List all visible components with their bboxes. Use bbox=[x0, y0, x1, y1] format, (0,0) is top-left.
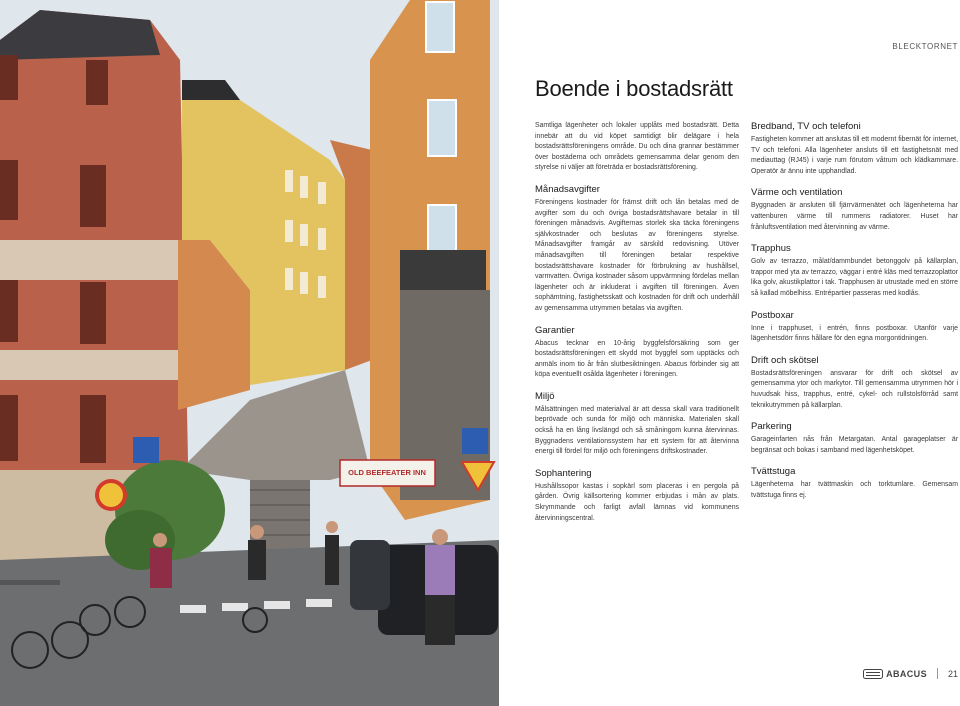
section-heading: Miljö bbox=[535, 390, 555, 402]
section-text: Byggnaden är ansluten till fjärrvärmenätet och lägenheterna har vattenburen värme till rummens radiatorer. Huset har frånluftsventilation med återvinning av värme. bbox=[751, 202, 958, 231]
section-text: Garageinfarten nås från Metargatan. Antal garageplatser är begränsat och bokas i samband med lägenhetsköpet. bbox=[751, 436, 958, 454]
section-garantier bbox=[535, 325, 739, 381]
section-label: BLECKTORNET bbox=[892, 42, 958, 51]
section-heading: Tvättstuga bbox=[751, 466, 796, 478]
section-trapphus bbox=[751, 243, 958, 299]
section-heading: Bredband, TV och telefoni bbox=[751, 121, 861, 132]
section-heading: Garantier bbox=[535, 324, 575, 336]
section-text: Föreningens kostnader för främst drift och lån betalas med de avgifter som du och övriga bostadsrättshavare betalar in till föreningen månadsvis. Avgifternas storlek ska täcka föreningens självkostnader och beslutas av föreningens styrelse. Månadsavgifter framgår av särskild redovisning. Utöver månadsavgiften till föreningen betalar respektive bostadsrättshavare kostnader för förbrukning av hushållsel, varmvatten. Övriga kostnader såsom uppvärmning fördelas mellan lägenheter och är inkluderat i avgiften till föreningen. Även sophämtning, fastighetsskatt och kostnaden för drift och underhåll av gemensamma utrymmen betalas via avgiften. bbox=[535, 198, 739, 312]
pub-sign-text: OLD BEEFEATER INN bbox=[348, 468, 426, 477]
section-text: Golv av terrazzo, målat/dammbundet betonggolv på källarplan, trappor med yta av terrazzo, väggar i entré kläs med terrazzoplattor lika golv, akustikplattor i tak. Trapphusen är utrustade med en större så kallad möbelhiss. Entrépartier passeras med kodlås. bbox=[751, 258, 958, 297]
section-miljo bbox=[535, 391, 739, 458]
section-drift bbox=[751, 355, 958, 411]
section-text: Fastigheten kommer att anslutas till ett modernt fibernät för internet, TV och telefoni. Alla lägenheter ansluts till ett fastighetsnät med mediauttag (RJ45) i varje rum förutom våtrum och klädkammare. Operatör är ännu inte upphandlad. bbox=[751, 136, 958, 175]
section-parkering bbox=[751, 421, 958, 456]
section-heading: Sophantering bbox=[535, 467, 592, 479]
abacus-logo bbox=[863, 669, 927, 679]
footer bbox=[863, 668, 958, 679]
section-text: Inne i trapphuset, i entrén, finns postboxar. Utanför varje lägenhetsdörr finns hållare för den egna morgontidningen. bbox=[751, 324, 958, 343]
section-bredband bbox=[751, 121, 958, 177]
section-heading: Drift och skötsel bbox=[751, 354, 819, 366]
section-varme bbox=[751, 187, 958, 233]
page-title: Boende i bostadsrätt bbox=[535, 76, 733, 101]
section-text: Lägenheterna har tvättmaskin och torktumlare. Gemensam tvättstuga finns ej. bbox=[751, 481, 958, 499]
right-column bbox=[751, 121, 958, 511]
section-postboxar bbox=[751, 310, 958, 345]
section-text: Hushållssopor kastas i sopkärl som placeras i en pergola på gården. Övrig källsortering kommer erbjudas i mån av plats. Skrymmande och farligt avfall lämnas vid kommunens återvinningscentral. bbox=[535, 482, 739, 522]
logo-text: ABACUS bbox=[886, 668, 927, 679]
section-text: Abacus tecknar en 10-årig byggfelsförsäkring som ger bostadsrättsföreningen ett skydd mot byggfel som upptäcks och anmäls inom tio år från slutbesiktningen. Abacus förbinder sig att köpa eventuellt osålda lägenheter i föreningen. bbox=[535, 339, 739, 379]
page-number: 21 bbox=[947, 668, 958, 679]
left-column bbox=[535, 121, 739, 534]
section-heading: Värme och ventilation bbox=[751, 187, 843, 199]
section-heading: Parkering bbox=[751, 421, 792, 433]
section-heading: Månadsavgifter bbox=[535, 183, 600, 195]
abacus-logo-icon bbox=[863, 669, 883, 679]
footer-divider bbox=[937, 668, 938, 679]
section-sophantering bbox=[535, 468, 739, 524]
section-heading: Postboxar bbox=[751, 309, 794, 321]
text-page bbox=[499, 0, 960, 706]
intro-section bbox=[535, 121, 739, 174]
section-text: Målsättningen med materialval är att dessa skall vara traditionellt beprövade och sunda för miljö och människa. Materialen skall också ha en lång livslängd och så småningom kunna återvinnas. Byggnadens ventilationssystem har ett system för att återvinna energi till fördel för miljö och föreningens driftskostnader. bbox=[535, 405, 739, 456]
section-heading: Trapphus bbox=[751, 243, 791, 255]
section-tvattstuga bbox=[751, 466, 958, 501]
section-manadsavgifter bbox=[535, 184, 739, 315]
section-text: Samtliga lägenheter och lokaler upplåts med bostadsrätt. Detta innebär att du vid köpet samtidigt blir delägare i hela bostadsrättsföreningens område. Du och dina grannar bestämmer över bostäderna och områdets gemensamma delar genom den styrelse ni väljer att företräda er bostadsrättsförening. bbox=[535, 122, 739, 172]
section-text: Bostadsrättsföreningen ansvarar för drift och skötsel av gemensamma ytor och markytor. Till gemensamma utrymmen hör i huvudsak hiss, trapphus, entré, cykel- och rullstolsförråd samt teknikutrymmen på källarplan. bbox=[751, 369, 958, 409]
